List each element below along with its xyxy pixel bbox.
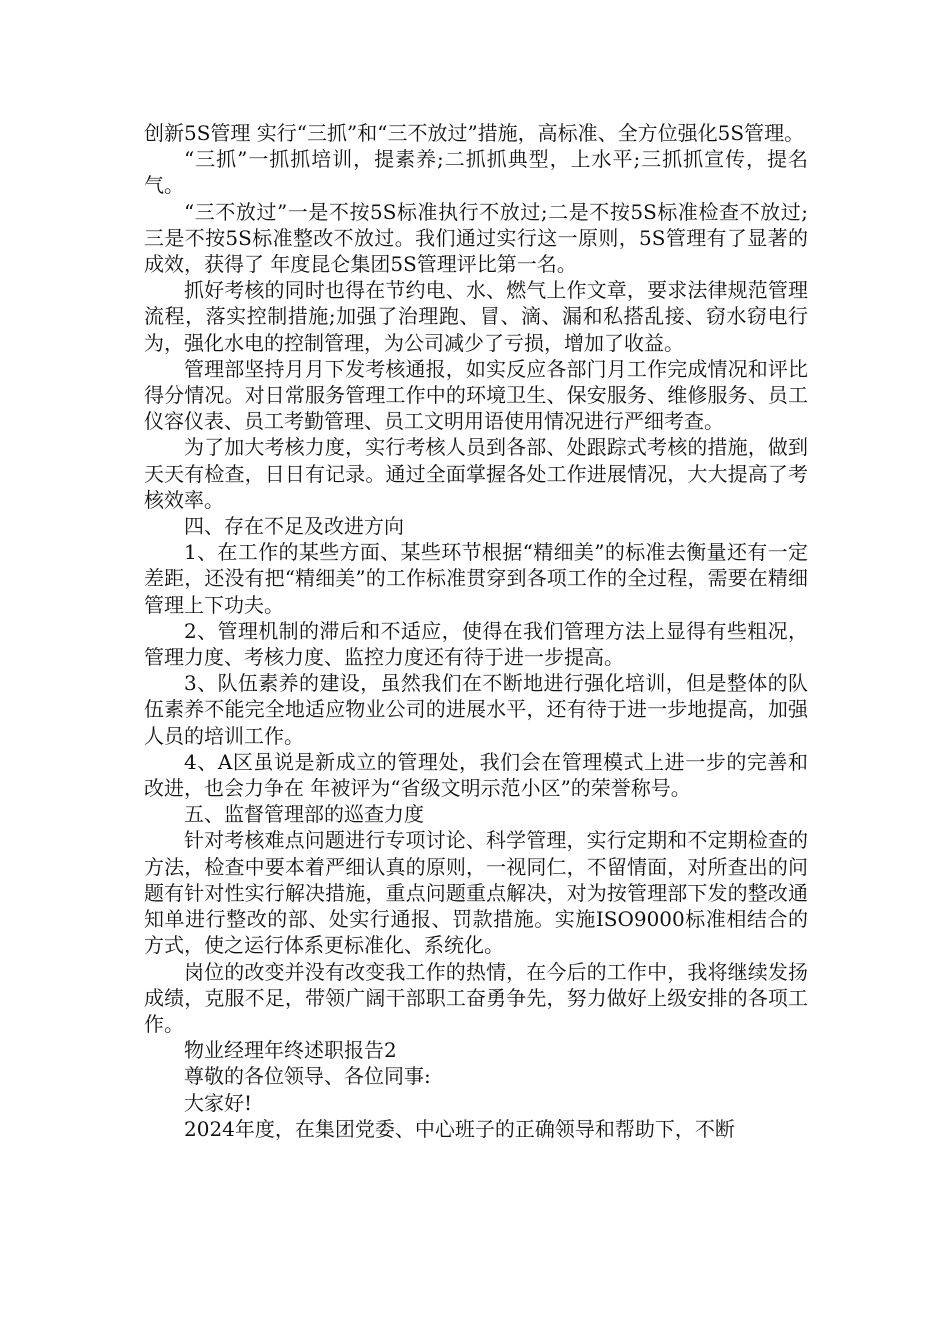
list-item-4: 4、A区虽说是新成立的管理处，我们会在管理模式上进一步的完善和改进，也会力争在 年被评为“省级文明示范小区”的荣誉称号。 — [144, 749, 808, 801]
paragraph-closing: 岗位的改变并没有改变我工作的热情，在今后的工作中，我将继续发扬成绩，克服不足，带领广阔干部职工奋勇争先，努力做好上级安排的各项工作。 — [144, 959, 808, 1036]
paragraph-intro-5s: 创新5S管理 实行“三抓”和“三不放过”措施，高标准、全方位强化5S管理。 — [144, 121, 805, 145]
report-title-2: 物业经理年终述职报告2 — [184, 1038, 397, 1063]
paragraph-three-no-pass: “三不放过”一是不按5S标准执行不放过;二是不按5S标准检查不放过;三是不按5S标准整改不放过。我们通过实行这一原则，5S管理有了显著的成效，获得了 年度昆仑集团5S管理评比第一名。 — [144, 199, 808, 277]
paragraph-2024-opening: 2024年度，在集团党委、中心班子的正确领导和帮助下，不断 — [184, 1116, 735, 1141]
list-item-1: 1、在工作的某些方面、某些环节根据“精细美”的标准去衡量还有一定差距，还没有把“精细美”的工作标准贯穿到各项工作的全过程，需要在精细管理上下功夫。 — [144, 540, 808, 617]
paragraph-inspection-method: 针对考核难点问题进行专项讨论、科学管理，实行定期和不定期检查的方法，检查中要本着严细认真的原则，一视同仁，不留情面，对所查出的问题有针对性实行解决措施，重点问题重点解决，对为按管理部下发的整改通知单进行整改的部、处实行通报、罚款措施。实施ISO9000标准相结合的方式，使之运行体系更标准化、系统化。 — [144, 828, 808, 958]
document-page — [144, 120, 808, 1142]
section-heading-shortcomings: 四、存在不足及改进方向 — [184, 514, 404, 539]
paragraph-monthly-report: 管理部坚持月月下发考核通报，如实反应各部门月工作完成情况和评比得分情况。对日常服务管理工作中的环境卫生、保安服务、维修服务、员工仪容仪表、员工考勤管理、员工文明用语使用情况进行严细考查。 — [144, 356, 808, 434]
list-item-3: 3、队伍素养的建设，虽然我们在不断地进行强化培训，但是整体的队伍素养不能完全地适应物业公司的进展水平，还有待于进一步地提高，加强人员的培训工作。 — [144, 671, 808, 748]
paragraph-three-grasps: “三抓”一抓抓培训，提素养;二抓抓典型，上水平;三抓抓宣传，提名气。 — [144, 147, 808, 198]
salutation: 尊敬的各位领导、各位同事: — [184, 1064, 431, 1089]
paragraph-utility-saving: 抓好考核的同时也得在节约电、水、燃气上作文章，要求法律规范管理流程，落实控制措施;加强了治理跑、冒、滴、漏和私搭乱接、窃水窃电行为，强化水电的控制管理，为公司减少了亏损，增加了收益。 — [144, 278, 808, 355]
section-heading-inspection: 五、监督管理部的巡查力度 — [184, 802, 424, 827]
paragraph-assessment-strength: 为了加大考核力度，实行考核人员到各部、处跟踪式考核的措施，做到天天有检查，日日有记录。通过全面掌握各处工作进展情况，大大提高了考核效率。 — [144, 435, 808, 512]
list-item-2: 2、管理机制的滞后和不适应，使得在我们管理方法上显得有些粗况，管理力度、考核力度、监控力度还有待于进一步提高。 — [144, 618, 808, 670]
greeting: 大家好! — [184, 1090, 253, 1115]
